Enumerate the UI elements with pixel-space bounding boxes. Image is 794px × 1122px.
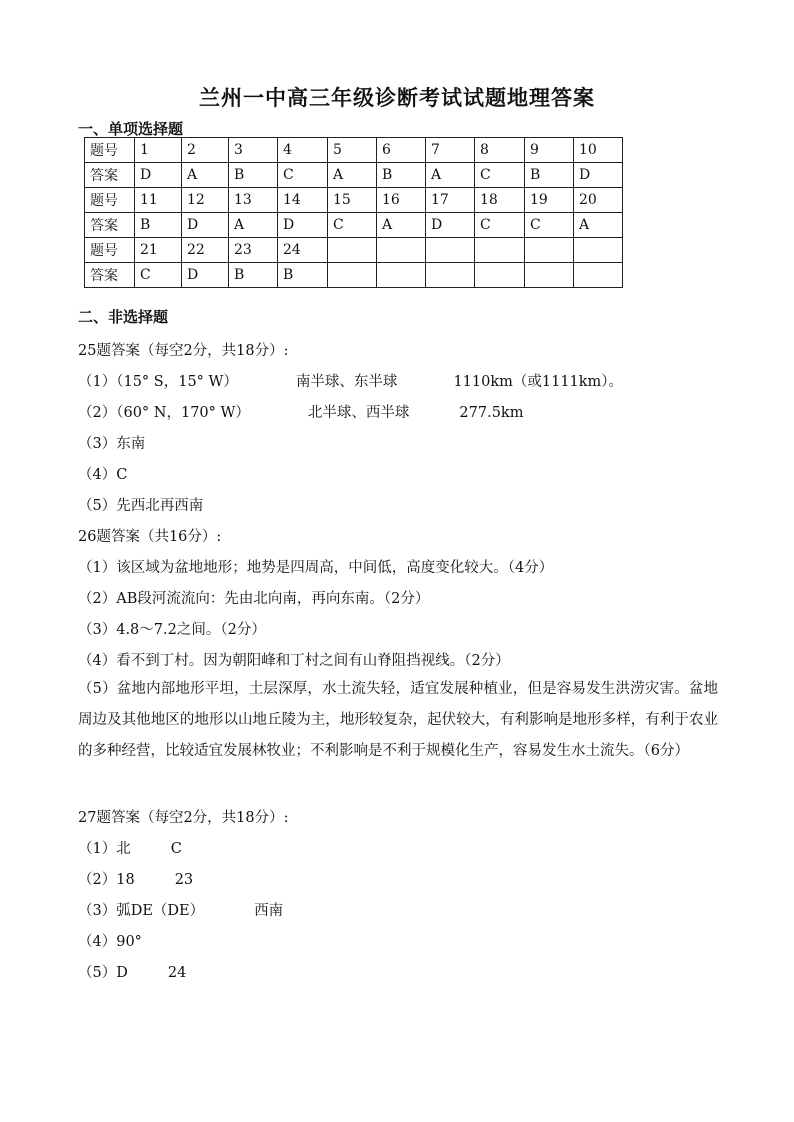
table-cell: D <box>182 263 229 288</box>
q27-2-part-b: 23 <box>174 872 194 888</box>
table-cell <box>426 263 475 288</box>
table-cell: 15 <box>328 188 377 213</box>
section-heading-non-choice: 二、非选择题 <box>78 308 169 326</box>
table-cell <box>328 238 377 263</box>
q27-answer-1 <box>78 837 182 858</box>
q25-2-coordinates: （2）（60° N，170° W） <box>78 405 250 421</box>
table-cell: 20 <box>574 188 623 213</box>
table-cell: D <box>426 213 475 238</box>
table-cell: D <box>182 213 229 238</box>
table-row <box>85 188 623 213</box>
table-row-header-cell: 答案 <box>85 263 135 288</box>
table-cell: A <box>426 163 475 188</box>
table-cell: C <box>525 213 574 238</box>
table-cell <box>574 238 623 263</box>
table-cell: 21 <box>135 238 182 263</box>
page-title: 兰州一中高三年级诊断考试试题地理答案 <box>199 86 595 110</box>
table-row-header-cell: 答案 <box>85 213 135 238</box>
table-cell: A <box>229 213 278 238</box>
table-row-header-cell: 题号 <box>85 138 135 163</box>
table-cell: B <box>229 163 278 188</box>
table-row <box>85 138 623 163</box>
table-cell: C <box>475 163 525 188</box>
table-cell: 5 <box>328 138 377 163</box>
table-row <box>85 213 623 238</box>
q27-3-part-b: 西南 <box>254 903 284 919</box>
table-cell: 10 <box>574 138 623 163</box>
q25-1-hemispheres: 南半球、东半球 <box>295 374 398 390</box>
table-cell: 4 <box>278 138 328 163</box>
table-cell: 17 <box>426 188 475 213</box>
table-cell: C <box>475 213 525 238</box>
table-cell <box>377 238 426 263</box>
q26-answer-2: （2）AB段河流流向：先由北向南，再向东南。（2分） <box>78 591 430 607</box>
table-cell: C <box>328 213 377 238</box>
table-cell: 8 <box>475 138 525 163</box>
q26-answer-5: （5）盆地内部地形平坦，土层深厚，水土流失轻，适宜发展种植业，但是容易发生洪涝灾害。盆地周边及其他地区的地形以山地丘陵为主，地形较复杂，起伏较大，有利影响是地形多样，有利于农业的多种经营，比较适宜发展林牧业；不利影响是不利于规模化生产，容易发生水土流失。（6分） <box>78 681 718 759</box>
table-cell: A <box>182 163 229 188</box>
table-cell: D <box>135 163 182 188</box>
q25-header: 25题答案（每空2分，共18分）: <box>78 343 289 359</box>
q25-2-hemispheres: 北半球、西半球 <box>307 405 410 421</box>
table-row <box>85 163 623 188</box>
table-cell: A <box>328 163 377 188</box>
table-row <box>85 263 623 288</box>
table-cell: 12 <box>182 188 229 213</box>
table-cell: A <box>377 213 426 238</box>
table-cell: D <box>278 213 328 238</box>
q26-answer-3: （3）4.8～7.2之间。（2分） <box>78 622 266 638</box>
q26-answer-1: （1）该区域为盆地地形；地势是四周高，中间低，高度变化较大。（4分） <box>78 560 554 576</box>
answer-table <box>84 137 623 288</box>
table-cell: B <box>229 263 278 288</box>
table-cell: 22 <box>182 238 229 263</box>
q27-1-part-a: （1）北 <box>78 841 131 857</box>
table-cell: 14 <box>278 188 328 213</box>
table-cell: 2 <box>182 138 229 163</box>
q27-header: 27题答案（每空2分，共18分）: <box>78 810 289 826</box>
table-cell: B <box>525 163 574 188</box>
q27-2-part-a: （2）18 <box>78 872 135 888</box>
table-cell: 24 <box>278 238 328 263</box>
q25-1-coordinates: （1）（15° S，15° W） <box>78 374 238 390</box>
table-cell: B <box>377 163 426 188</box>
q25-answer-4: （4）C <box>78 467 128 483</box>
q25-2-distance: 277.5km <box>459 405 524 421</box>
q25-answer-5: （5）先西北再西南 <box>78 498 204 514</box>
q26-answer-4: （4）看不到丁村。因为朝阳峰和丁村之间有山脊阻挡视线。（2分） <box>78 653 510 669</box>
table-cell: 16 <box>377 188 426 213</box>
table-cell: D <box>574 163 623 188</box>
table-cell: B <box>278 263 328 288</box>
section-heading-multiple-choice: 一、单项选择题 <box>78 120 184 138</box>
table-cell <box>574 263 623 288</box>
q25-answer-1 <box>78 370 623 391</box>
table-cell: C <box>135 263 182 288</box>
answer-table-body <box>85 138 623 288</box>
table-cell <box>475 238 525 263</box>
q27-answer-5 <box>78 961 186 982</box>
table-cell: 11 <box>135 188 182 213</box>
table-cell <box>426 238 475 263</box>
table-cell <box>525 263 574 288</box>
table-cell: 1 <box>135 138 182 163</box>
table-cell: 7 <box>426 138 475 163</box>
q27-1-part-b: C <box>170 841 182 857</box>
q25-answer-2 <box>78 401 523 422</box>
table-cell: 6 <box>377 138 426 163</box>
table-cell: C <box>278 163 328 188</box>
table-cell: 9 <box>525 138 574 163</box>
q27-3-part-a: （3）弧DE（DE） <box>78 903 205 919</box>
table-cell: B <box>135 213 182 238</box>
table-row <box>85 238 623 263</box>
q27-5-part-b: 24 <box>167 965 187 981</box>
table-cell <box>475 263 525 288</box>
table-cell: 18 <box>475 188 525 213</box>
table-row-header-cell: 答案 <box>85 163 135 188</box>
table-cell <box>525 238 574 263</box>
q25-1-distance: 1110km（或1111km）。 <box>453 374 624 390</box>
q25-answer-3: （3）东南 <box>78 436 146 452</box>
table-cell: 13 <box>229 188 278 213</box>
q26-header: 26题答案（共16分）: <box>78 529 222 545</box>
table-cell: 19 <box>525 188 574 213</box>
table-cell <box>377 263 426 288</box>
q27-answer-2 <box>78 868 193 889</box>
q27-5-part-a: （5）D <box>78 965 128 981</box>
table-cell: 23 <box>229 238 278 263</box>
table-cell: A <box>574 213 623 238</box>
q27-answer-4: （4）90° <box>78 934 142 950</box>
table-row-header-cell: 题号 <box>85 188 135 213</box>
table-cell <box>328 263 377 288</box>
table-row-header-cell: 题号 <box>85 238 135 263</box>
table-cell: 3 <box>229 138 278 163</box>
q27-answer-3 <box>78 899 283 920</box>
